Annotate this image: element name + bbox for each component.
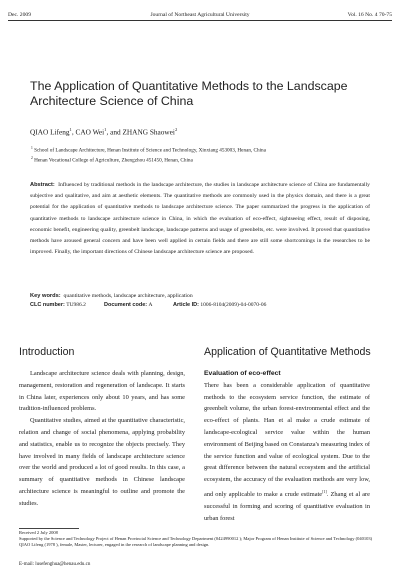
article-title: The Application of Quantitative Methods to the Landscape Architecture Science of China	[30, 79, 348, 108]
eco-effect-text-continued: . Zhang et al are successful in forming and scoring of quantitative evaluation in urban forest	[204, 491, 370, 522]
keywords-text: quantitative methods, landscape architecture, application	[63, 293, 193, 299]
affiliation-text: Henan Vocational College of Agriculture, Zhengzhou 451450, Henan, China	[34, 157, 193, 164]
abstract-label: Abstract:	[30, 182, 55, 188]
introduction-paragraph-1: Landscape architecture science deals with planning, design, management, restoration and regeneration of landscape. It starts in China later, experiences only about 10 years, and has some tradition-influenced problems.	[19, 370, 185, 413]
affiliation-number: 2	[31, 156, 33, 160]
author-affiliation-mark: 2	[174, 127, 178, 132]
right-column	[204, 368, 370, 524]
footnotes	[19, 530, 381, 548]
article-id-value: 1006-8104(2009)-04-0070-06	[200, 302, 267, 308]
footnote-rule	[19, 528, 79, 529]
application-heading: Application of Quantitative Methods	[204, 346, 371, 358]
header-volume-pages: Vol. 16 No. 4 70-75	[347, 12, 392, 18]
author-separator: ,	[71, 127, 76, 137]
introduction-paragraph-2: Quantitative studies, aimed at the quantitative characteristic, relation and change of social phenomena, applying probability and statistics, enable us to recognize the objects precisely. They have involved in many fields of landscape architecture science over the world and produced a lot of good results. In this case, a summary of quantitative methods in Chinese landscape architecture science is meaningful to outline and promote the studies.	[19, 417, 185, 507]
footnote-funding: Supported by the Science and Technology Project of Henan Provincial Science and Technology Department (0424990012 ); Major Program of Henan Institute of Science and Technology (040103)	[19, 536, 373, 541]
article-id-label: Article ID:	[173, 302, 199, 308]
footnote-received: Received 2 July 2008	[19, 530, 58, 535]
clc-value: TU986.2	[66, 302, 86, 308]
abstract-text: Influenced by traditional methods in the landscape architecture, the studies in landscape architecture science of China are fundamentally subjective and qualitative, and aim at aesthetic elements. The quantitative methods are commonly used in the physics domain, and there is a great potential for the application of quantitative methods to landscape architecture science. The paper summarized the progress in the application of quantitative methods to landscape architecture science in China, in which the evaluation of eco-effect, sightseeing effect, result of disposing, economic benefit, engineering quality, greenbelt landscape, landscape patterns and usage of greenbelts, etc. were involved. It proved that quantitative methods have aroused general concern and have been well applied in certain fields and there are still some shortcomings in the researches to be improved. Finally, the important directions of Chinese landscape architecture science are proposed.	[30, 182, 370, 256]
header-issue-date: Dec. 2009	[8, 12, 31, 18]
introduction-heading: Introduction	[19, 346, 75, 358]
citation-reference: [1]	[322, 488, 327, 494]
document-code-value: A	[148, 302, 153, 308]
running-header	[8, 7, 392, 21]
keywords-label: Key words:	[30, 293, 61, 299]
author-name: QIAO Lifeng	[30, 127, 70, 137]
eco-effect-paragraph	[204, 380, 370, 525]
clc-number	[30, 301, 86, 309]
author-email	[19, 561, 90, 568]
footnote-author-bio: QIAO Lifeng (1978 ), female, Master, lecturer, engaged in the research of landscape planning and design.	[19, 542, 210, 547]
article-metadata	[30, 301, 370, 310]
author-name: CAO Wei	[75, 127, 105, 137]
eco-effect-text: There has been a considerable application of quantitative methods to the ecosystem service function, the estimate of greenbelt volume, the urban forest-environmental effect and the eco-effect of plants. Han et al make a crude estimate of landscape-ecological service value within the human environment of Beijing based on Constanza's measuring index of the service function and value of ecological system. Due to the great difference between the natural ecosystem and the artificial ecosystem, the accuracy of the evaluation methods are very low, and only applicable to make a crude estimate	[204, 381, 370, 499]
header-rule	[8, 20, 392, 21]
author-list	[30, 125, 177, 136]
affiliation-number: 1	[31, 146, 33, 150]
document-code	[104, 301, 152, 309]
header-journal-name: Journal of Northeast Agricultural University	[150, 12, 250, 18]
abstract	[30, 180, 370, 258]
author-affiliation-mark: 1	[104, 127, 107, 132]
author-affiliation-mark: 1	[69, 127, 72, 132]
left-column	[19, 368, 185, 510]
email-address: lusefenghua@henau.edu.cn	[35, 562, 91, 567]
author-separator: , and	[106, 127, 123, 137]
keywords	[30, 292, 193, 300]
affiliation-1	[31, 145, 266, 155]
affiliation-text: School of Landscape Architecture, Henan Institute of Science and Technology, Xinxiang 453003, Henan, China	[34, 147, 266, 154]
article-id	[173, 301, 266, 309]
clc-label: CLC number:	[30, 302, 65, 308]
author-name: ZHANG Shaowei	[122, 127, 175, 137]
affiliation-2	[31, 155, 193, 165]
document-code-label: Document code:	[104, 302, 148, 308]
eco-effect-subheading: Evaluation of eco-effect	[204, 370, 281, 377]
email-label: E-mail:	[19, 562, 34, 567]
